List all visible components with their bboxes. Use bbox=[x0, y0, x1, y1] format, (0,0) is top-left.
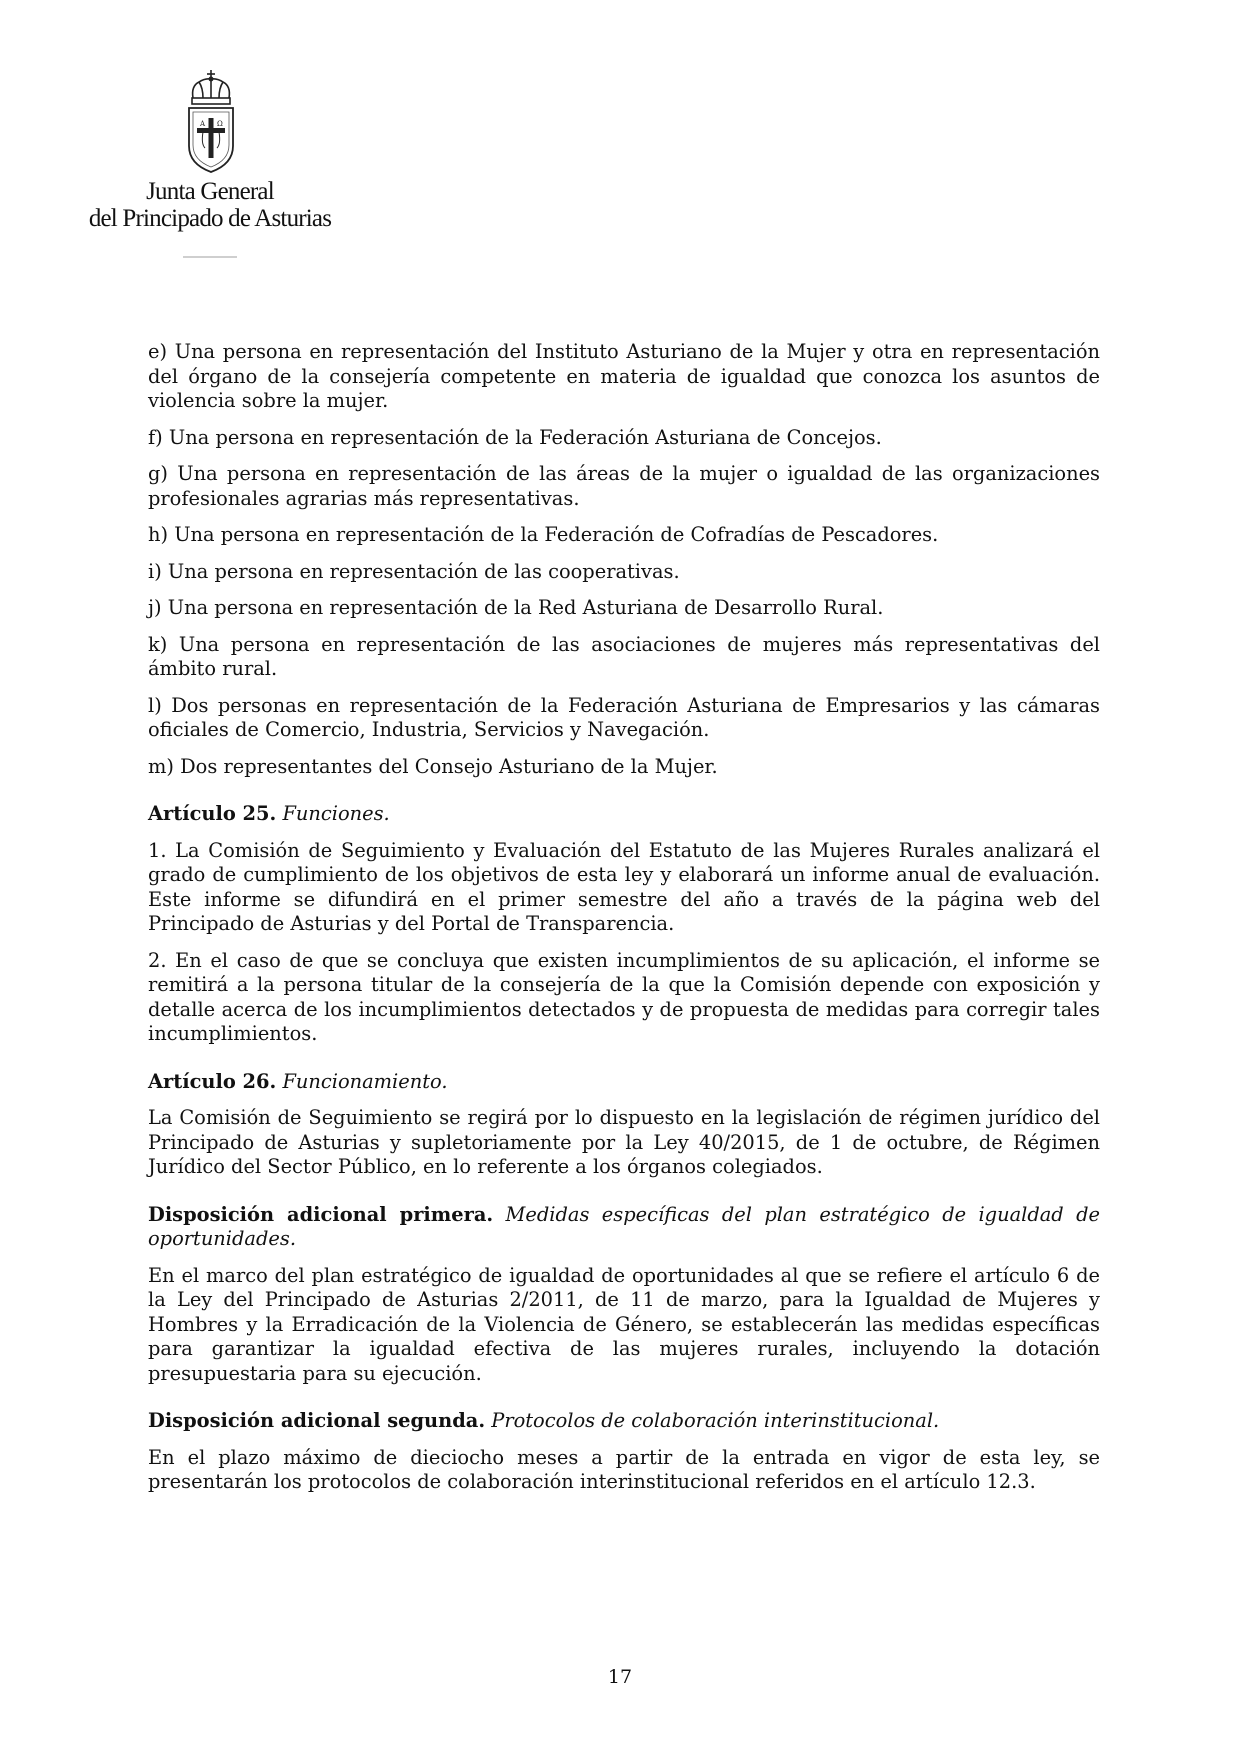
article-25-paragraph-2: 2. En el caso de que se concluya que existen incumplimientos de su aplicación, el informe se remitirá a la persona titular de la consejería de la que la Comisión depende con exposición y detalle acerca de los incumplimientos detectados y de propuesta de medidas para corregir tales incumplimientos. bbox=[148, 948, 1100, 1045]
list-item-f: f) Una persona en representación de la Federación Asturiana de Concejos. bbox=[148, 425, 882, 449]
article-26-paragraph-1: La Comisión de Seguimiento se regirá por lo dispuesto en la legislación de régimen jurídico del Principado de Asturias y supletoriamente por la Ley 40/2015, de 1 de octubre, de Régimen Jurídico del Sector Público, en lo referente a los órganos colegiados. bbox=[148, 1106, 1100, 1178]
list-item-i: i) Una persona en representación de las cooperativas. bbox=[148, 559, 680, 583]
list-item-m: m) Dos representantes del Consejo Asturiano de la Mujer. bbox=[148, 754, 718, 778]
article-26-heading bbox=[148, 1070, 1100, 1095]
additional-provision-2-paragraph: En el plazo máximo de dieciocho meses a partir de la entrada en vigor de esta ley, se presentarán los protocolos de colaboración interinstitucional referidos en el artículo 12.3. bbox=[148, 1445, 1100, 1493]
list-item-k: k) Una persona en representación de las asociaciones de mujeres más representativas del ámbito rural. bbox=[148, 632, 1100, 680]
organization-name bbox=[80, 178, 340, 232]
list-item-h: h) Una persona en representación de la Federación de Cofradías de Pescadores. bbox=[148, 523, 939, 546]
org-name-line-1: Junta General bbox=[146, 178, 274, 205]
additional-provision-2-title: Protocolos de colaboración interinstitucional. bbox=[491, 1409, 940, 1432]
list-item-g: g) Una persona en representación de las áreas de la mujer o igualdad de las organizaciones profesionales agrarias más representativas. bbox=[148, 462, 1100, 510]
svg-text:A: A bbox=[200, 120, 206, 128]
article-25-paragraph-1: 1. La Comisión de Seguimiento y Evaluación del Estatuto de las Mujeres Rurales analizará el grado de cumplimiento de los objetivos de esta ley y elaborará un informe anual de evaluación. Este informe se difundirá en el primer semestre del año a través de la página web del Principado de Asturias y del Portal de Transparencia. bbox=[148, 838, 1100, 935]
additional-provision-2-heading bbox=[148, 1409, 1100, 1434]
document-body bbox=[148, 340, 1100, 1507]
additional-provision-2-label: Disposición adicional segunda. bbox=[148, 1409, 486, 1432]
additional-provision-1-heading bbox=[148, 1203, 1100, 1252]
svg-text:Ω: Ω bbox=[217, 120, 223, 128]
additional-provision-1-title: Medidas específicas del plan estratégico de igualdad de oportunidades. bbox=[148, 1202, 1100, 1250]
article-26-title: Funcionamiento. bbox=[282, 1069, 448, 1093]
additional-provision-1-label: Disposición adicional primera. bbox=[148, 1202, 494, 1226]
list-item-e: e) Una persona en representación del Instituto Asturiano de la Mujer y otra en representación del órgano de la consejería competente en materia de igualdad que conozca los asuntos de violencia sobre la mujer. bbox=[148, 340, 1100, 412]
page-number: 17 bbox=[607, 1666, 633, 1688]
org-name-line-2: del Principado de Asturias bbox=[88, 205, 332, 232]
article-26-label: Artículo 26. bbox=[148, 1069, 277, 1093]
list-item-j: j) Una persona en representación de la Red Asturiana de Desarrollo Rural. bbox=[148, 596, 884, 619]
coat-of-arms-icon bbox=[181, 68, 241, 178]
header-divider bbox=[183, 256, 237, 258]
additional-provision-1-paragraph: En el marco del plan estratégico de igualdad de oportunidades al que se refiere el artículo 6 de la Ley del Principado de Asturias 2/2011, de 11 de marzo, para la Igualdad de Mujeres y Hombres y la Erradicación de la Violencia de Género, se establecerán las medidas específicas para garantizar la igualdad efectiva de las mujeres rurales, incluyendo la dotación presupuestaria para su ejecución. bbox=[148, 1263, 1100, 1385]
article-25-title: Funciones. bbox=[282, 802, 390, 825]
article-25-heading bbox=[148, 802, 1100, 827]
list-item-l: l) Dos personas en representación de la Federación Asturiana de Empresarios y las cámaras oficiales de Comercio, Industria, Servicios y Navegación. bbox=[148, 693, 1100, 741]
article-25-label: Artículo 25. bbox=[148, 802, 277, 825]
